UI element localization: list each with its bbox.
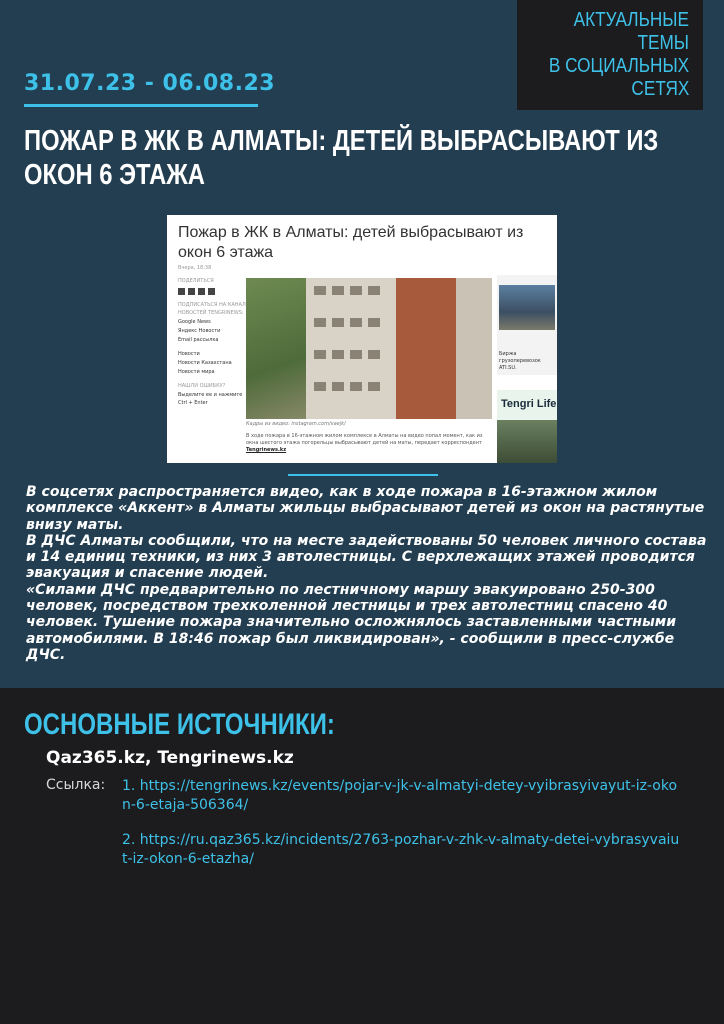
sources-names: Qaz365.kz, Tengrinews.kz xyxy=(46,748,294,768)
share-icon xyxy=(198,288,205,295)
channel-item: Google News xyxy=(178,319,211,325)
body-paragraph: В соцсетях распространяется видео, как в ходе пожара в 16-этажном жилом комплексе «Аккент» в Алматы жильцы выбрасывают детей из окон на растянутые внизу маты. xyxy=(26,484,705,533)
topic-badge-line: В СОЦИАЛЬНЫХ xyxy=(548,55,689,77)
headline: ПОЖАР В ЖК В АЛМАТЫ: ДЕТЕЙ ВЫБРАСЫВАЮТ ИЗ ОКОН 6 ЭТАЖА xyxy=(24,125,659,191)
link-label: Ссылка: xyxy=(46,777,106,793)
article-photo xyxy=(246,278,492,419)
truck-image xyxy=(499,285,555,330)
channel-item: Яндекс Новости xyxy=(178,328,221,334)
share-label: ПОДЕЛИТЬСЯ xyxy=(178,278,214,284)
article-meta: Вчера, 18:38 xyxy=(178,265,212,271)
topic-badge xyxy=(517,0,703,110)
photo-brick-wall xyxy=(396,278,456,419)
body-paragraph: В ДЧС Алматы сообщили, что на месте задействованы 50 человек личного состава и 14 единиц техники, из них 3 автолестницы. С верхлежащих этажей проводится эвакуация и спасение людей. xyxy=(26,532,707,582)
source-link[interactable]: 2. https://ru.qaz365.kz/incidents/2763-pozhar-v-zhk-v-almaty-detei-vybrasyvaiut-iz-okon-6-etazha/ xyxy=(122,832,680,867)
section-item: Новости мира xyxy=(178,369,215,375)
ad-block xyxy=(497,275,557,375)
share-icons xyxy=(178,288,246,295)
share-icon xyxy=(188,288,195,295)
body-text xyxy=(26,484,716,663)
source-links xyxy=(122,777,682,869)
article-title: Пожар в ЖК в Алматы: детей выбрасывают из окон 6 этажа xyxy=(178,224,524,261)
subscribe-label: ПОДПИСАТЬСЯ НА КАНАЛ НОВОСТЕЙ TENGRINEWS: xyxy=(178,302,246,316)
ad-text: Tengri Life xyxy=(501,398,557,410)
error-label: НАШЛИ ОШИБКУ? xyxy=(178,383,226,389)
photo-building xyxy=(456,278,492,419)
article-lead-text: В ходе пожара в 16-этажном жилом комплексе в Алматы на видео попал момент, как из окна шестого этажа погорельцы выбрасывают детей на маты, передает корреспондент xyxy=(246,433,483,446)
ad-block xyxy=(497,390,557,463)
article-lead-source: Tengrinews.kz xyxy=(246,447,287,453)
photo-caption: Кадры из видео: instagram.com/vaejk/ xyxy=(246,421,346,427)
source-link[interactable]: 1. https://tengrinews.kz/events/pojar-v-jk-v-almatyi-detey-vyibrasyivayut-iz-okon-6-etaja-506364/ xyxy=(122,778,678,813)
topic-badge-line: СЕТЯХ xyxy=(631,78,689,100)
article-screenshot xyxy=(167,215,557,463)
section-item: Новости xyxy=(178,351,200,357)
sources-title: ОСНОВНЫЕ ИСТОЧНИКИ: xyxy=(24,708,335,741)
section-item: Новости Казахстана xyxy=(178,360,232,366)
share-icon xyxy=(178,288,185,295)
topic-badge-line: АКТУАЛЬНЫЕ ТЕМЫ xyxy=(573,9,689,54)
channel-item: Email рассылка xyxy=(178,337,219,343)
ad-text: Биржа грузоперевозок ATI.SU. xyxy=(499,351,541,371)
divider xyxy=(288,474,438,476)
article-lead xyxy=(246,433,492,454)
share-icon xyxy=(208,288,215,295)
ad-image xyxy=(497,420,557,463)
article-sidebar xyxy=(178,277,246,408)
photo-building xyxy=(306,278,396,419)
body-paragraph: «Силами ДЧС предварительно по лестничному маршу эвакуировано 250-300 человек, посредством трехколенной лестницы и трех автолестниц спасено 40 человек. Тушение пожара значительно осложнялось заставленными частными автомобилями. В 18:46 пожар был ликвидирован», - сообщили в пресс-службе ДЧС. xyxy=(26,581,677,663)
error-hint: Выделите ее и нажмите Ctrl + Enter xyxy=(178,392,243,406)
date-range: 31.07.23 - 06.08.23 xyxy=(24,71,276,96)
date-underline xyxy=(24,104,258,107)
